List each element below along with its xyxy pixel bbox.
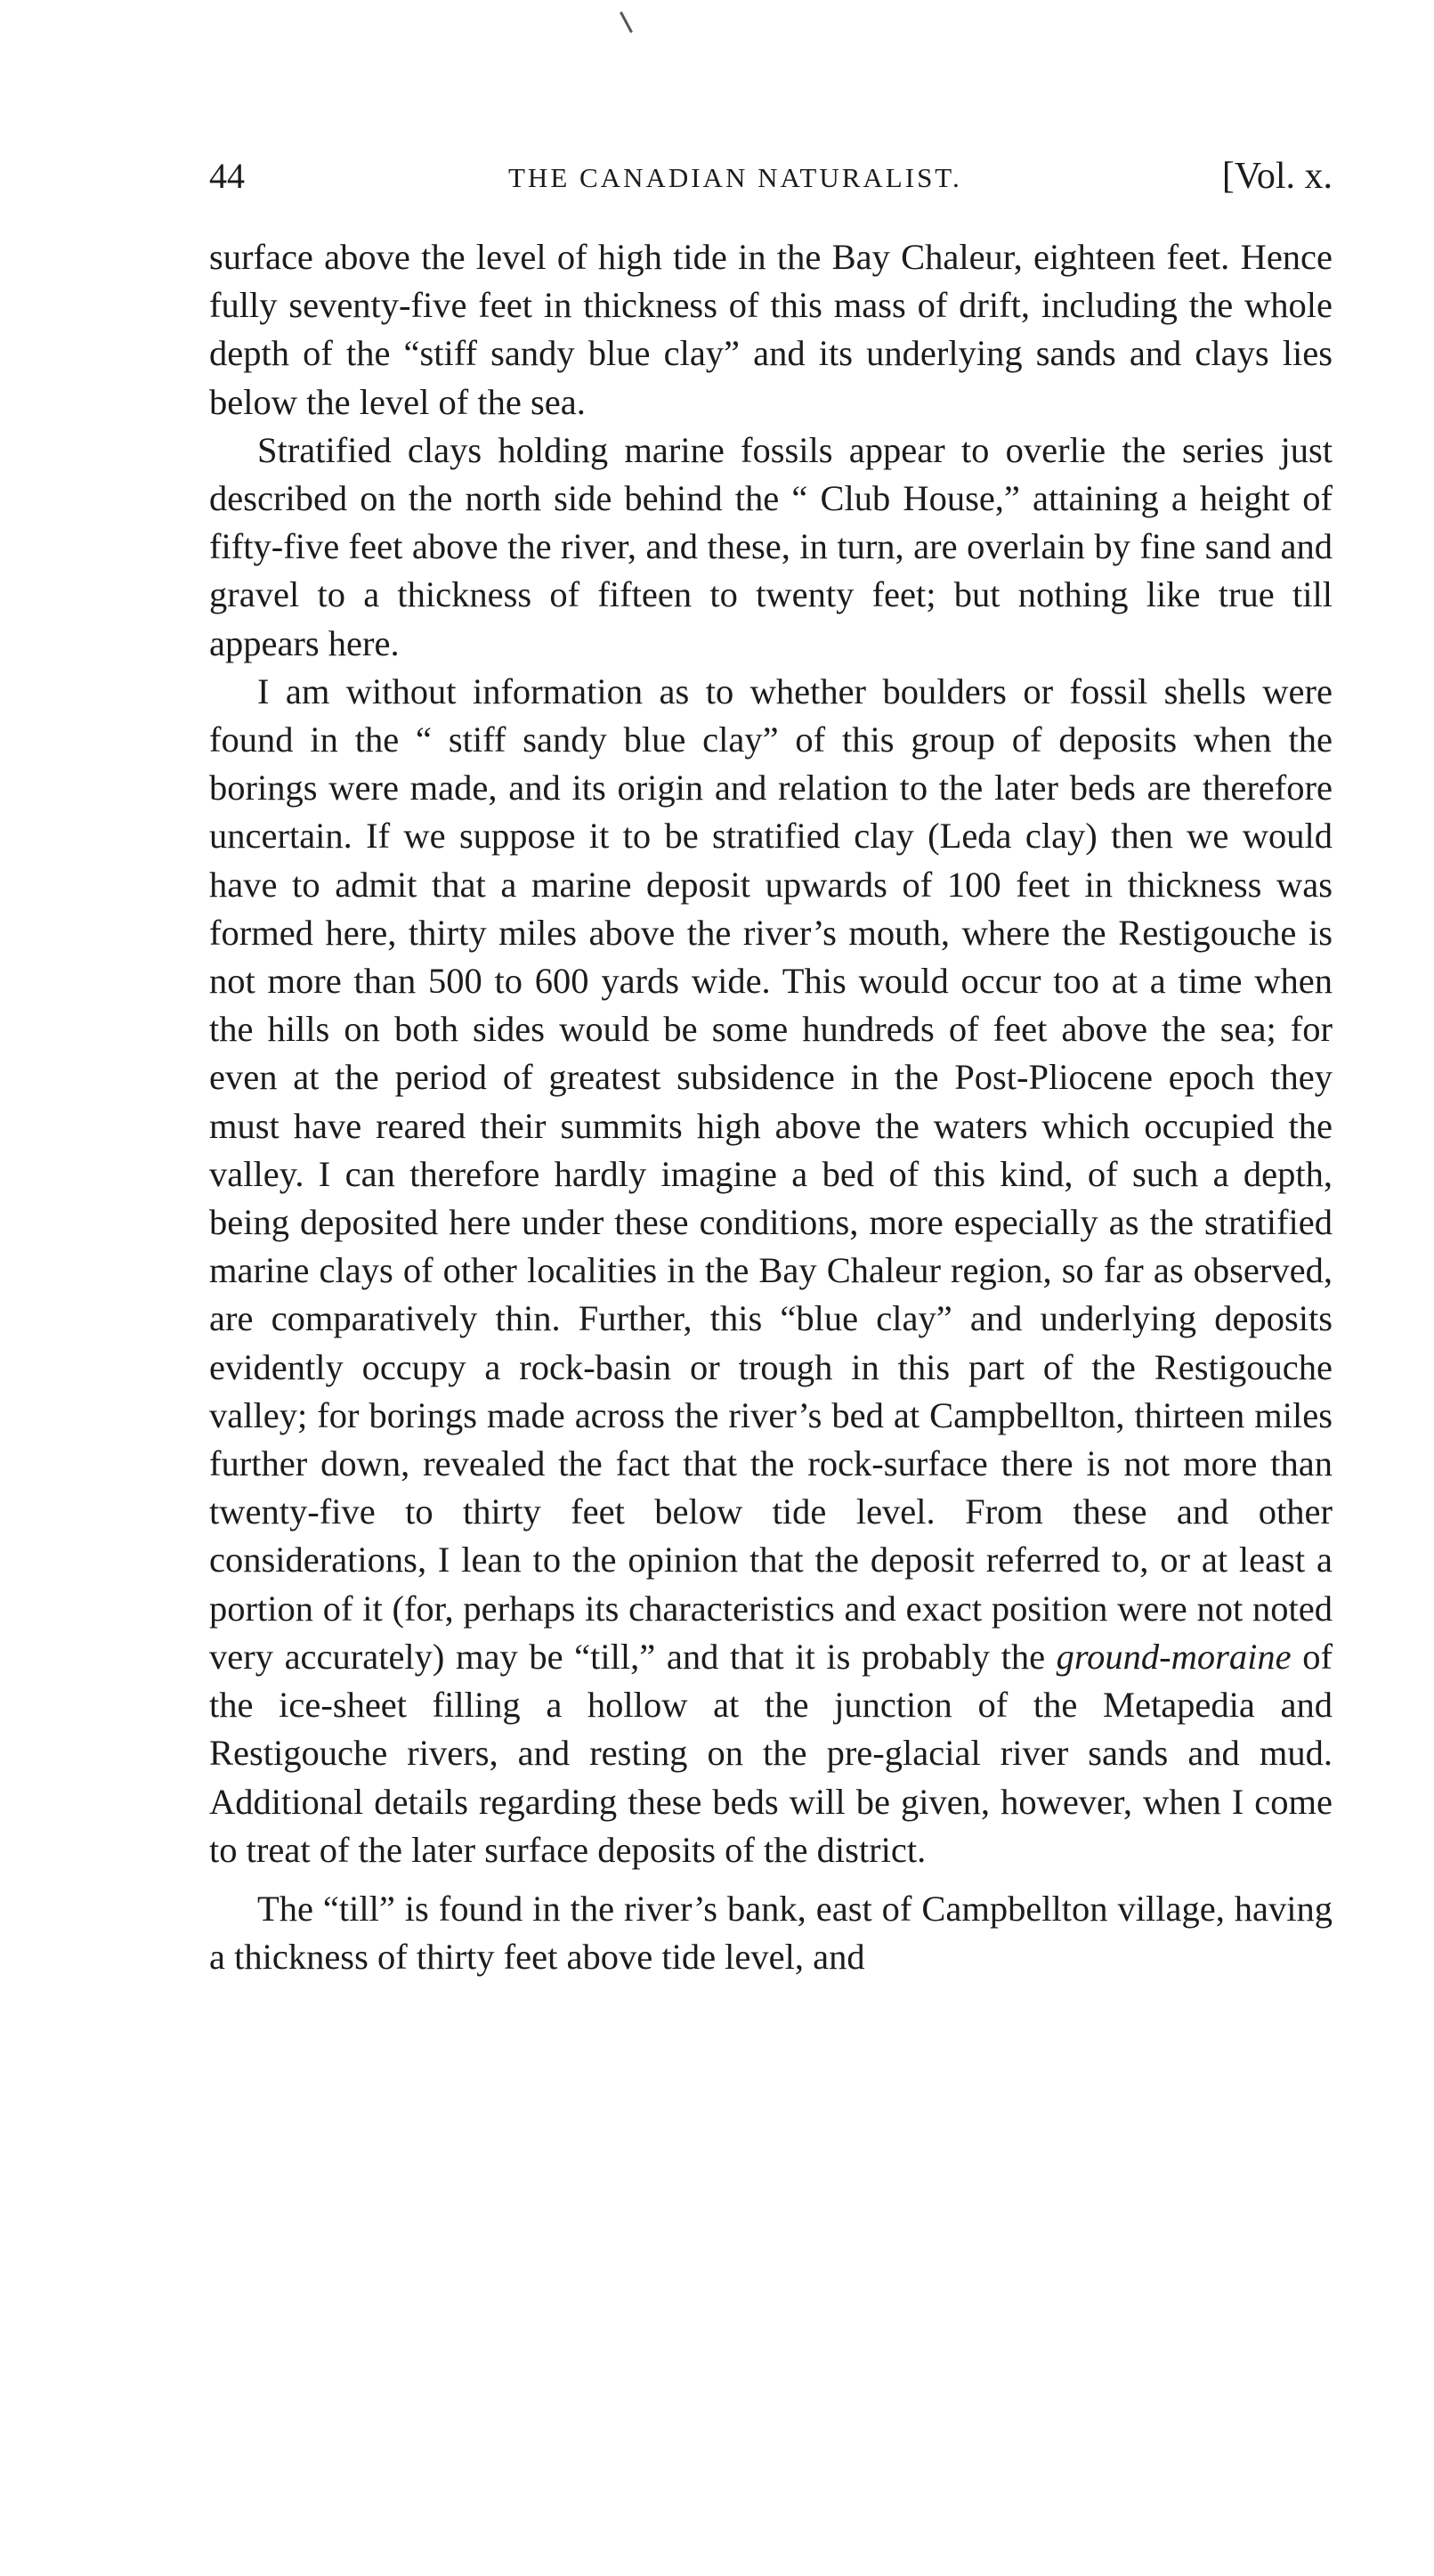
paragraph-2: Stratified clays holding marine fossils appear to overlie the series just described on the north side behind the “ Club House,” attaining a height of fifty-five feet above the river, and these, in turn, are overlain by fine sand and gravel to a thickness of fifteen to twenty feet; but nothing like true till appears here. <box>209 429 1333 663</box>
paragraph-3 <box>209 668 1333 1874</box>
body-text <box>209 233 1333 1981</box>
paragraph-3-text-after: of the ice-sheet filling a hollow at the junction of the Metapedia and Restigouche rivers, and resting on the pre-glacial river sands and mud. Additional details regarding these beds will be given, however, when I come to treat of the later surface deposits of the district. <box>209 1636 1333 1870</box>
paragraph-3-emphasis: ground-moraine <box>1056 1636 1292 1677</box>
paragraph-1: surface above the level of high tide in the Bay Chaleur, eighteen feet. Hence fully seventy-five feet in thickness of this mass of drift, including the whole depth of the “stiff sandy blue clay” and its underlying sands and clays lies below the level of the sea. <box>209 237 1333 422</box>
volume-label: [Vol. x. <box>1221 156 1333 197</box>
running-title: THE CANADIAN NATURALIST. <box>508 162 962 193</box>
paragraph-4: The “till” is found in the river’s bank, east of Campbellton village, having a thickness of thirty feet above tide level, and <box>209 1888 1333 1978</box>
stray-ink-mark <box>620 12 633 33</box>
paragraph-3-text-before: I am without information as to whether boulders or fossil shells were found in the “ stiff sandy blue clay” of this group of deposits when the borings were made, and its origin and relation to the later beds are therefore uncertain. If we suppose it to be stratified clay (Leda clay) then we would have to admit that a marine deposit upwards of 100 feet in thickness was formed here, thirty miles above the river’s mouth, where the Restigouche is not more than 500 to 600 yards wide. This would occur too at a time when the hills on both sides would be some hundreds of feet above the sea; for even at the period of greatest subsidence in the Post-Pliocene epoch they must have reared their summits high above the waters which occupied the valley. I can therefore hardly imagine a bed of this kind, of such a depth, being deposited here under these conditions, more especially as the stratified marine clays of other localities in the Bay Chaleur region, so far as observed, are comparatively thin. Further, this “blue clay” and underlying deposits evidently occupy a rock-basin or trough in this part of the Restigouche valley; for borings made across the river’s bed at Campbellton, thirteen miles further down, revealed the fact that the rock-surface there is not more than twenty-five to thirty feet below tide level. From these and other considerations, I lean to the opinion that the deposit referred to, or at least a portion of it (for, perhaps its characteristics and exact position were not noted very accurately) may be “till,” and that it is probably the <box>209 670 1333 1677</box>
page-header <box>209 155 1333 212</box>
page-number: 44 <box>209 156 245 196</box>
